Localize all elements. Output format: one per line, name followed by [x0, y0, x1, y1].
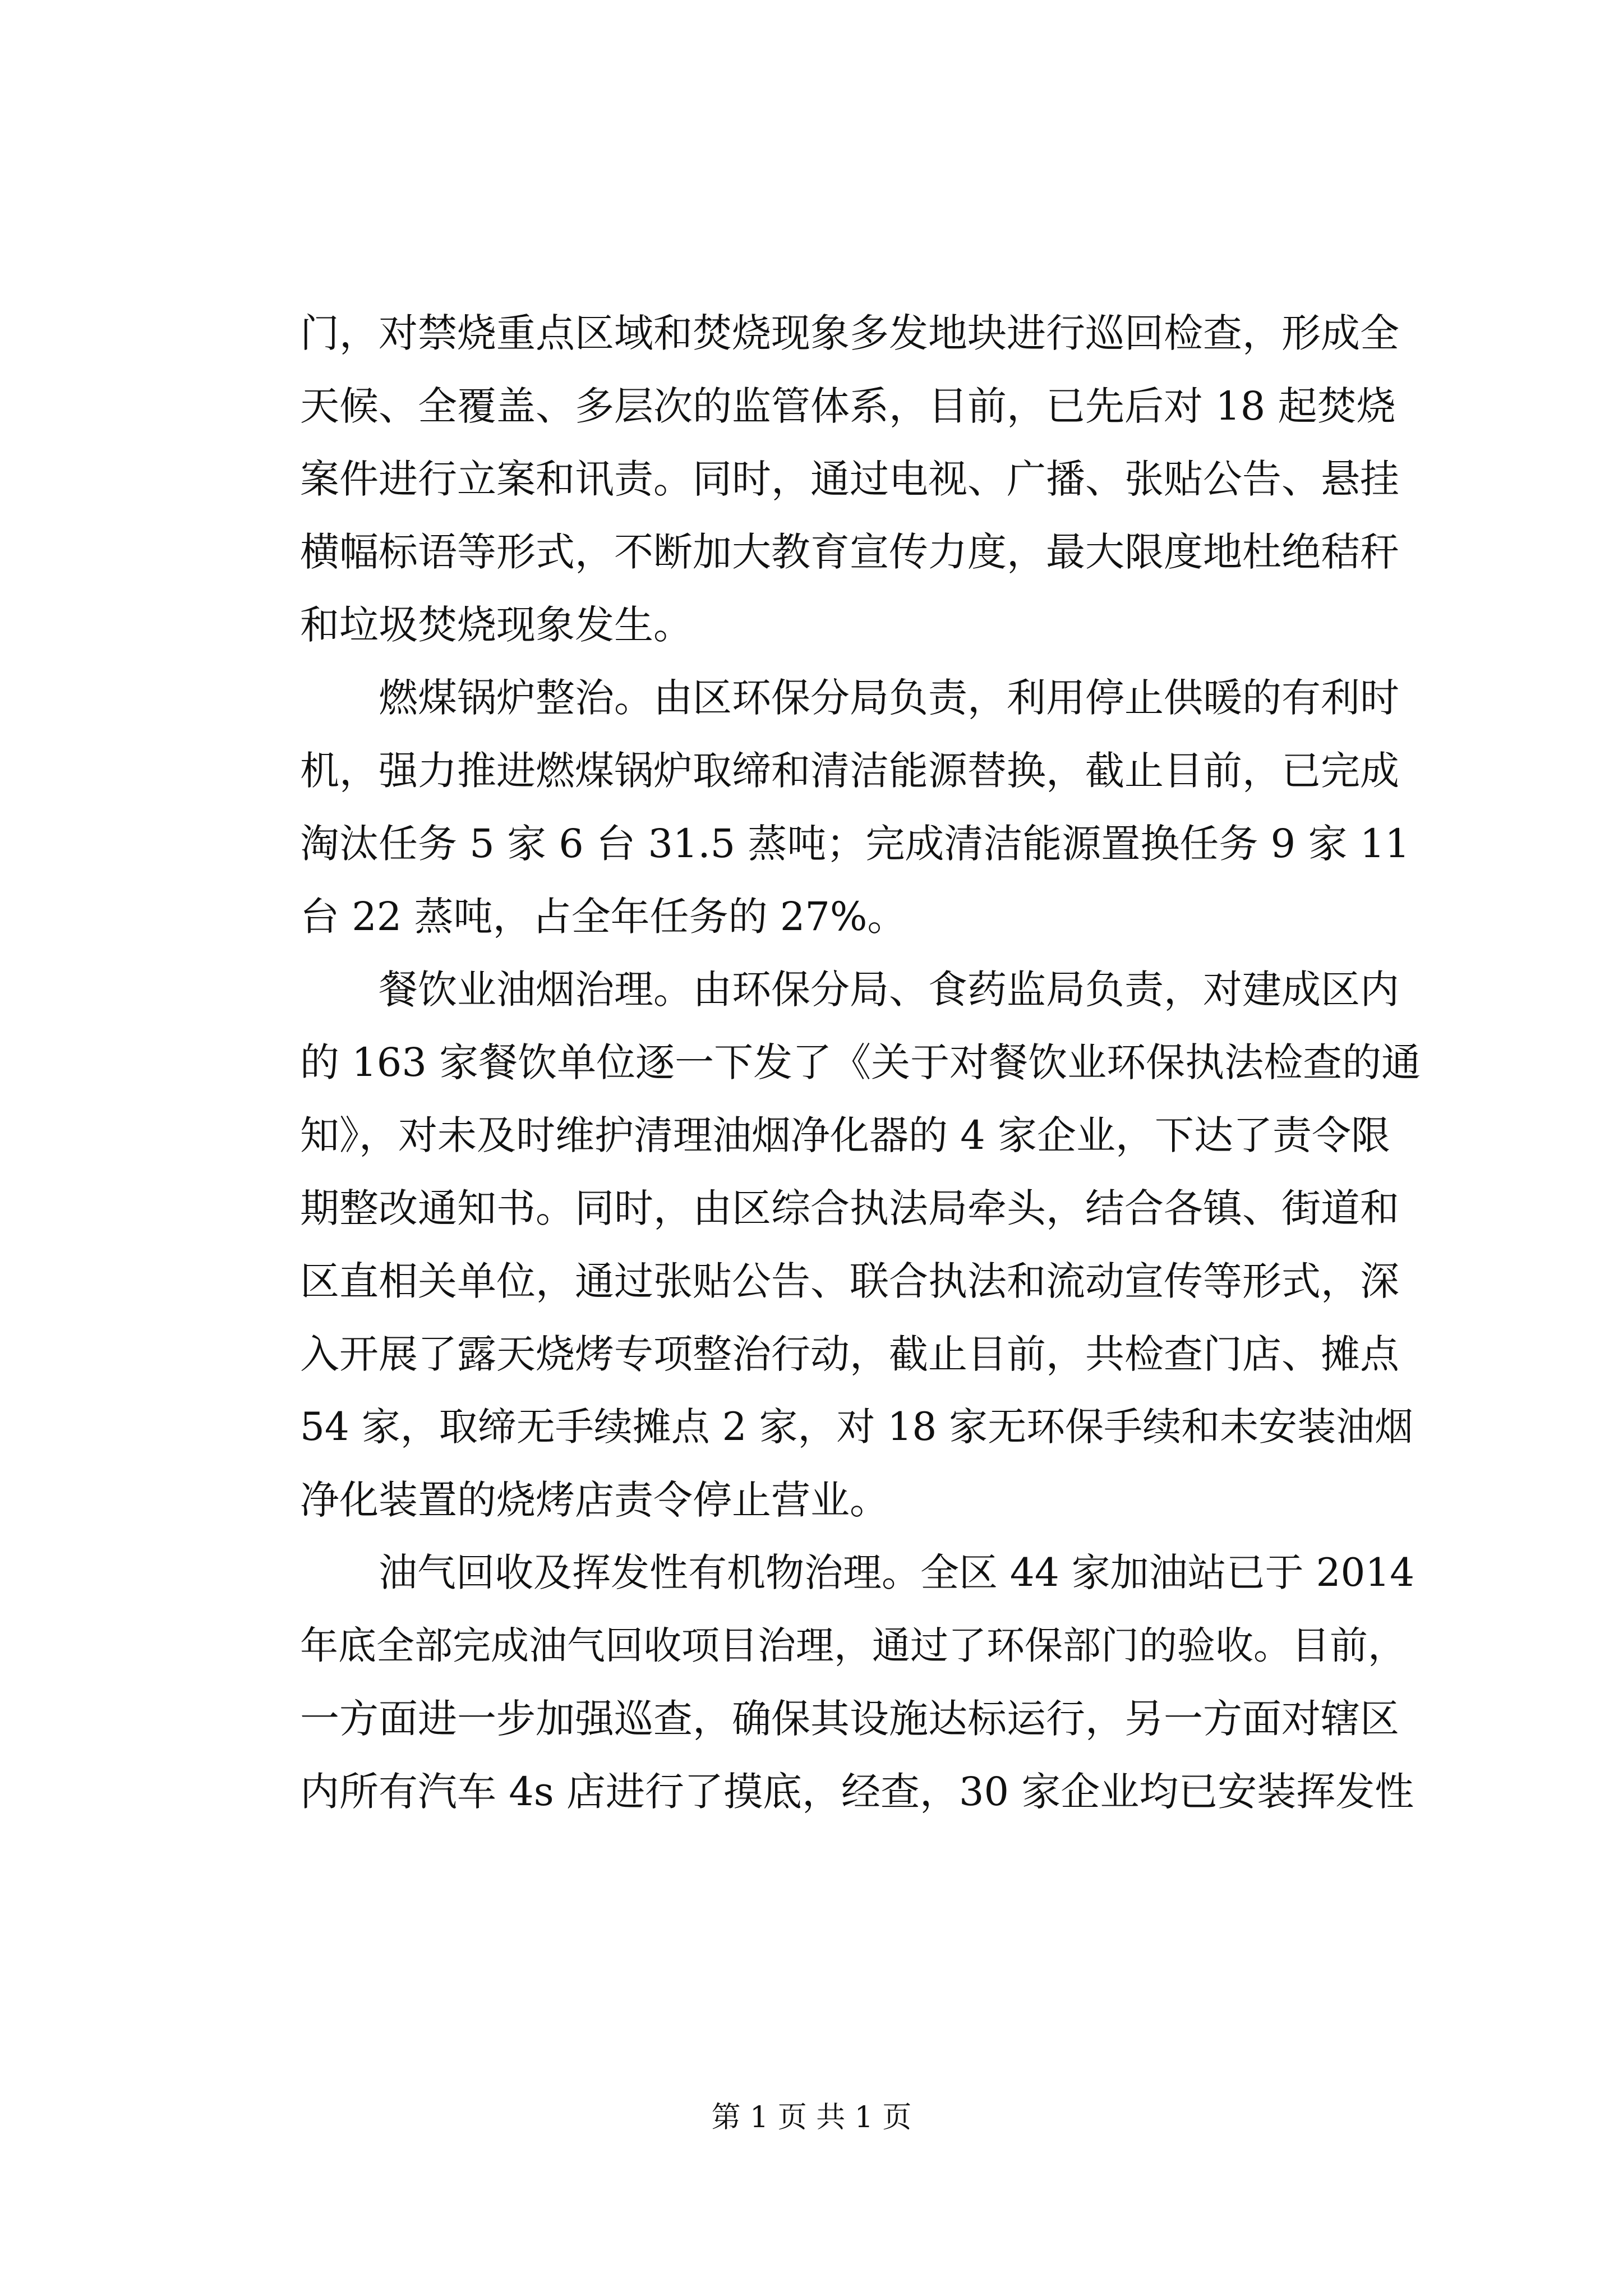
text-line: [0, 1757, 1623, 1827]
page-footer: 第 1 页 共 1 页: [711, 2101, 912, 2134]
text-line: [0, 882, 1623, 952]
text-line: [0, 1611, 1623, 1681]
text-line: [0, 298, 1623, 369]
text-line: [0, 517, 1623, 587]
line-text: 的 163 家餐饮单位逐一下发了《关于对餐饮业环保执法检查的通: [300, 1039, 1421, 1085]
text-line: [0, 371, 1623, 441]
text-line: [0, 1465, 1623, 1535]
text-line: [0, 1174, 1623, 1244]
line-text: 知》，对未及时维护清理油烟净化器的 4 家企业，下达了责令限: [300, 1112, 1391, 1158]
line-text: 一方面进一步加强巡查，确保其设施达标运行，另一方面对辖区: [300, 1696, 1399, 1742]
line-text: 天候、全覆盖、多层次的监管体系，目前，已先后对 18 起焚烧: [300, 383, 1396, 429]
text-line: [0, 1246, 1623, 1317]
text-line: [0, 1684, 1623, 1754]
line-text: 餐饮业油烟治理。由环保分局、食药监局负责，对建成区内: [379, 967, 1399, 1013]
text-line: [0, 1538, 1623, 1608]
text-line: [0, 809, 1623, 879]
line-text: 油气回收及挥发性有机物治理。全区 44 家加油站已于 2014: [379, 1550, 1415, 1595]
text-line: [0, 590, 1623, 660]
line-text: 年底全部完成油气回收项目治理，通过了环保部门的验收。目前，: [300, 1624, 1407, 1668]
line-text: 台 22 蒸吨，占全年任务的 27%。: [300, 894, 907, 940]
text-line: [0, 663, 1623, 733]
text-line: [0, 955, 1623, 1025]
text-line: [0, 1319, 1623, 1389]
line-text: 内所有汽车 4s 店进行了摸底，经查，30 家企业均已安装挥发性: [300, 1769, 1414, 1815]
line-text: 案件进行立案和讯责。同时，通过电视、广播、张贴公告、悬挂: [300, 456, 1399, 502]
line-text: 燃煤锅炉整治。由区环保分局负责，利用停止供暖的有利时: [379, 675, 1399, 721]
line-text: 区直相关单位，通过张贴公告、联合执法和流动宣传等形式，深: [300, 1258, 1399, 1304]
line-text: 机，强力推进燃煤锅炉取缔和清洁能源替换，截止目前，已完成: [300, 748, 1399, 794]
text-line: [0, 1101, 1623, 1171]
line-text: 54 家，取缔无手续摊点 2 家，对 18 家无环保手续和未安装油烟: [300, 1405, 1414, 1450]
line-text: 期整改通知书。同时，由区综合执法局牵头，结合各镇、街道和: [300, 1185, 1399, 1231]
text-line: [0, 444, 1623, 514]
line-text: 门，对禁烧重点区域和焚烧现象多发地块进行巡回检查，形成全: [300, 310, 1399, 356]
text-line: [0, 1028, 1623, 1098]
line-text: 入开展了露天烧烤专项整治行动，截止目前，共检查门店、摊点: [300, 1331, 1399, 1377]
line-text: 横幅标语等形式，不断加大教育宣传力度，最大限度地杜绝秸秆: [300, 529, 1399, 575]
line-text: 和垃圾焚烧现象发生。: [300, 602, 693, 648]
text-line: [0, 736, 1623, 806]
line-text: 淘汰任务 5 家 6 台 31.5 蒸吨；完成清洁能源置换任务 9 家 11: [300, 821, 1410, 867]
line-text: 净化装置的烧烤店责令停止营业。: [300, 1477, 889, 1523]
text-line: [0, 1392, 1623, 1462]
